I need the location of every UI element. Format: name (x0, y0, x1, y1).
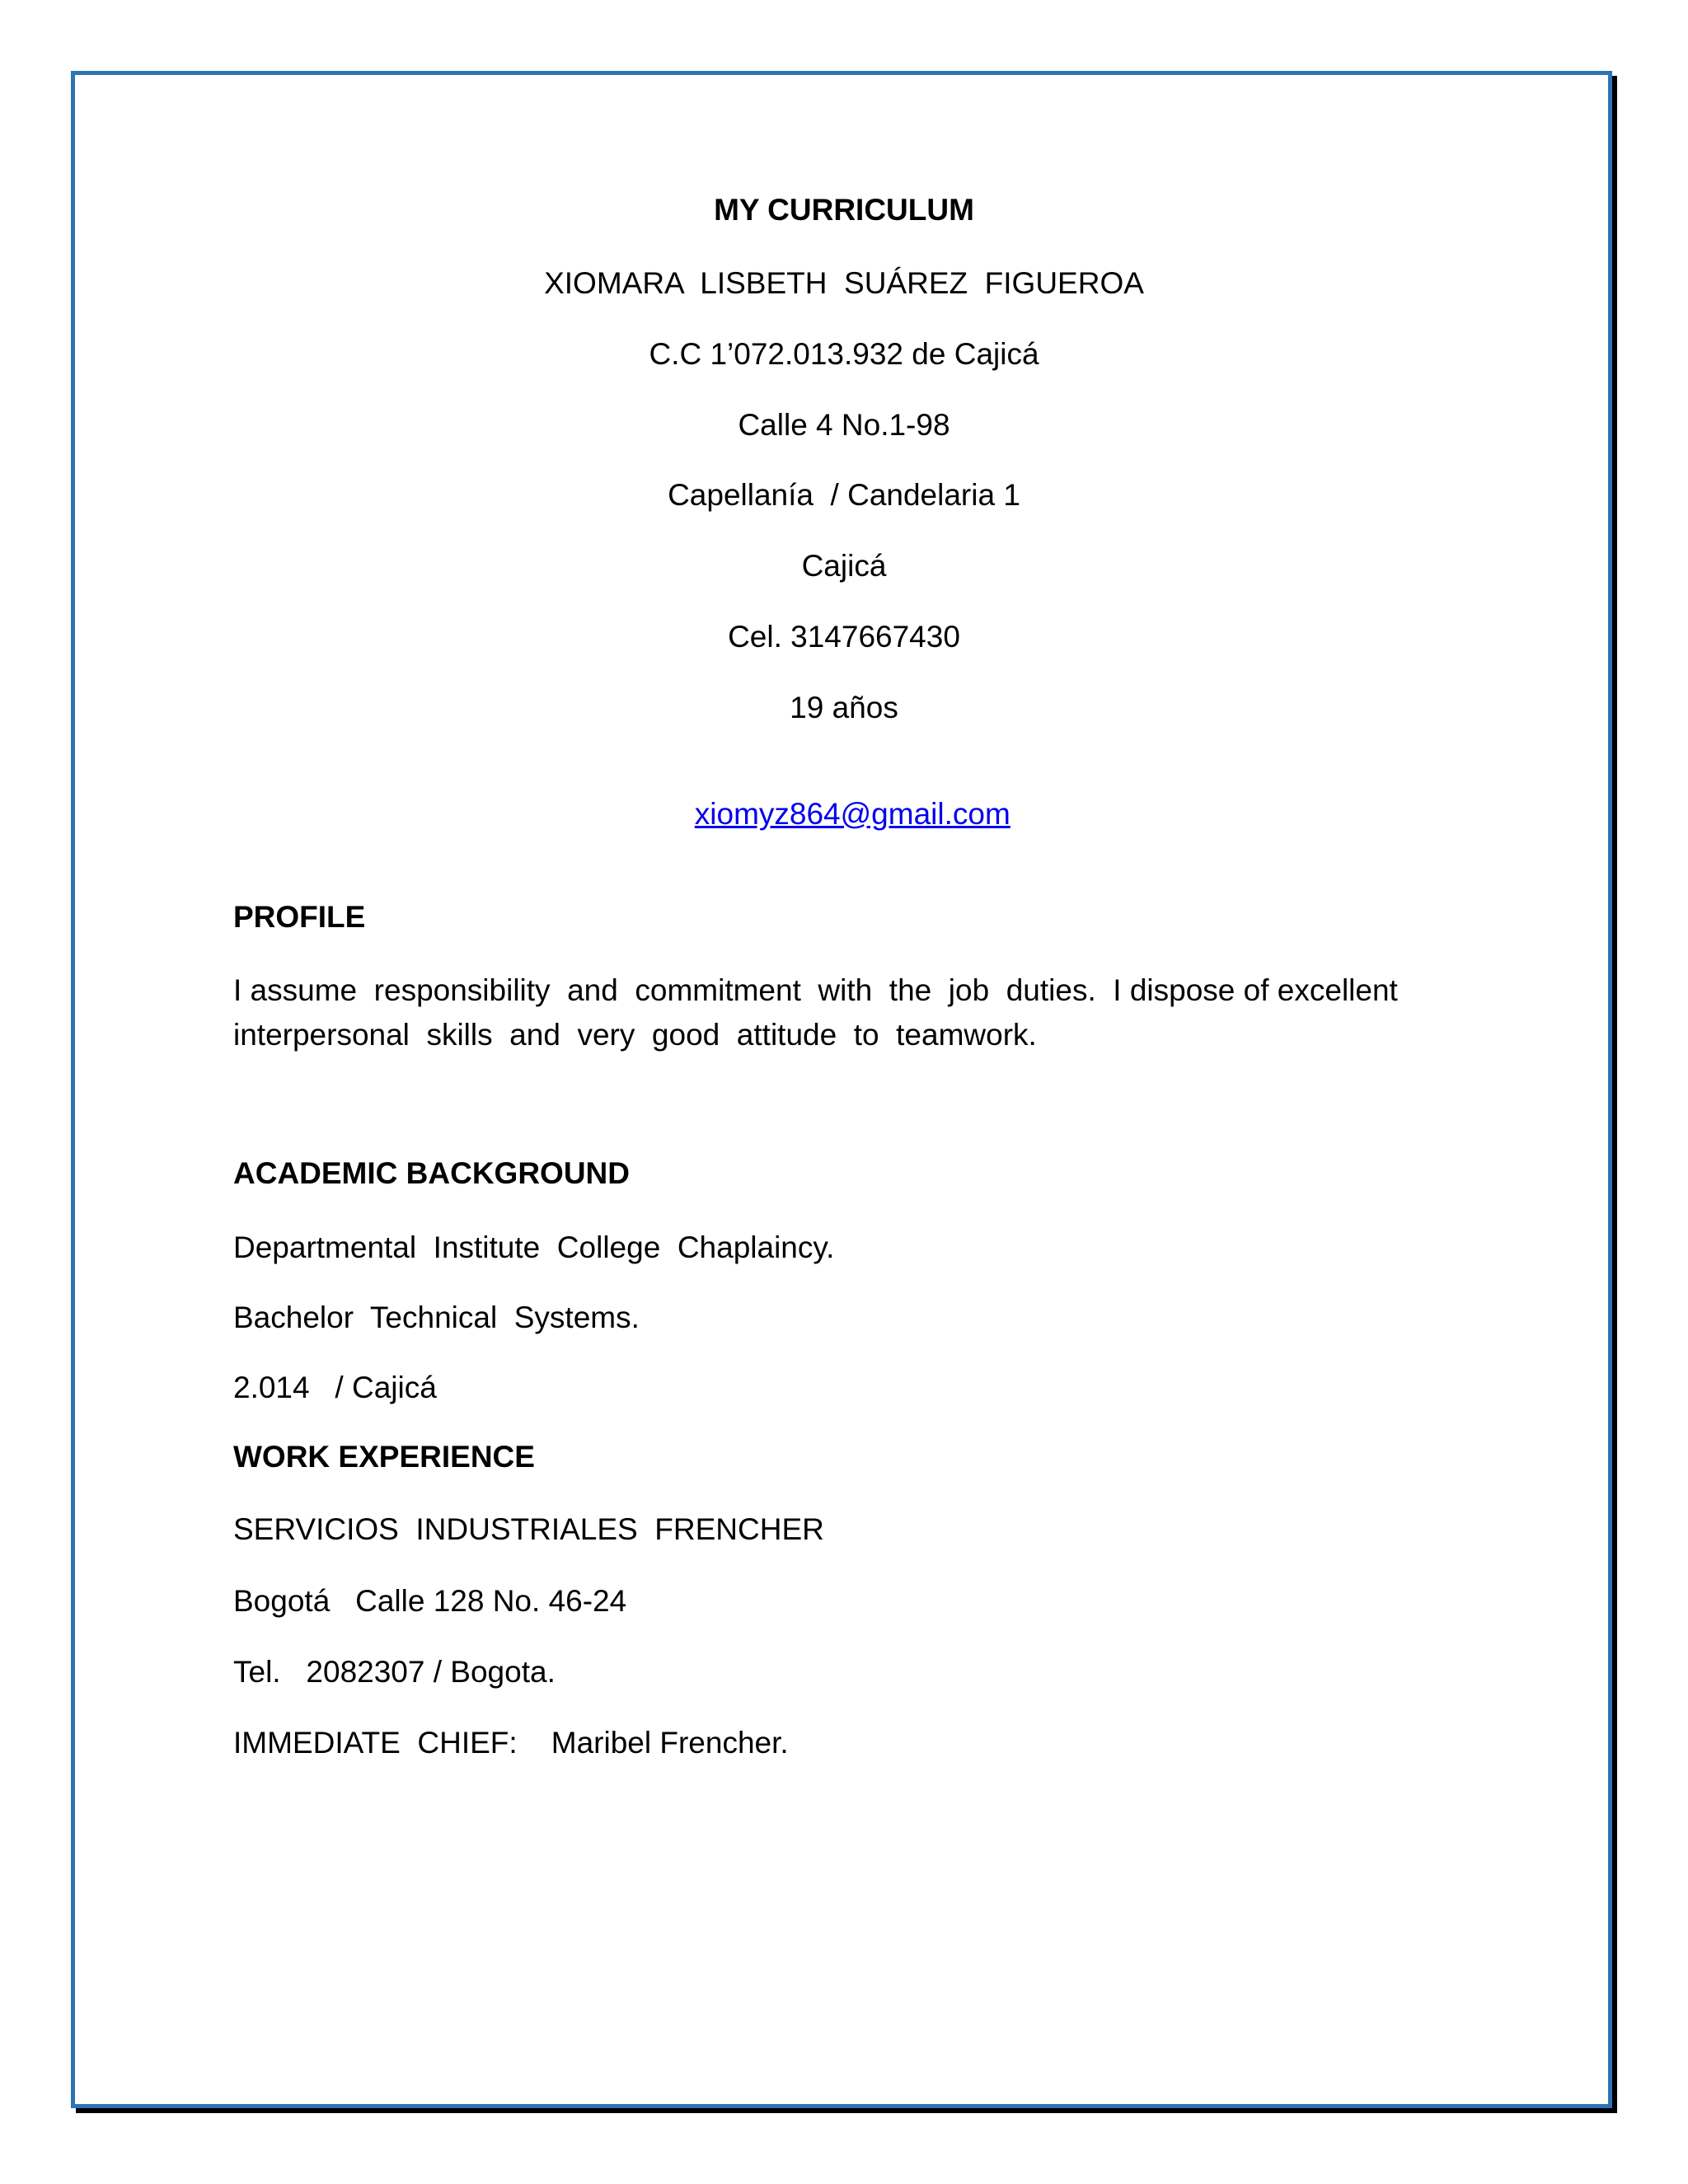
work-address: Bogotá Calle 128 No. 46-24 (233, 1584, 627, 1618)
work-heading: WORK EXPERIENCE (233, 1440, 535, 1474)
email-link[interactable]: xiomyz864@gmail.com (694, 797, 1010, 831)
work-company: SERVICIOS INDUSTRIALES FRENCHER (233, 1512, 824, 1546)
age: 19 años (790, 691, 898, 724)
profile-text-line-2: interpersonal skills and very good attitude to teamwork. (233, 1018, 1037, 1052)
work-chief: IMMEDIATE CHIEF: Maribel Frencher. (233, 1726, 789, 1760)
academic-institution: Departmental Institute College Chaplaincy. (233, 1230, 835, 1264)
document-title: MY CURRICULUM (714, 193, 974, 227)
neighborhood: Capellanía / Candelaria 1 (668, 478, 1020, 512)
academic-heading: ACADEMIC BACKGROUND (233, 1156, 630, 1190)
id-number: C.C 1’072.013.932 de Cajicá (649, 337, 1039, 371)
email-line (0, 760, 1688, 832)
page-border (71, 71, 1612, 2108)
profile-text-line-1: I assume responsibility and commitment with the job duties. I dispose of excellent (233, 973, 1398, 1007)
academic-degree: Bachelor Technical Systems. (233, 1301, 640, 1334)
street-address: Calle 4 No.1-98 (738, 408, 950, 442)
academic-year-place: 2.014 / Cajicá (233, 1371, 437, 1404)
city: Cajicá (801, 549, 887, 583)
full-name: XIOMARA LISBETH SUÁREZ FIGUEROA (544, 266, 1144, 300)
phone-number: Cel. 3147667430 (728, 620, 960, 654)
work-phone: Tel. 2082307 / Bogota. (233, 1655, 556, 1689)
profile-heading: PROFILE (233, 900, 366, 934)
